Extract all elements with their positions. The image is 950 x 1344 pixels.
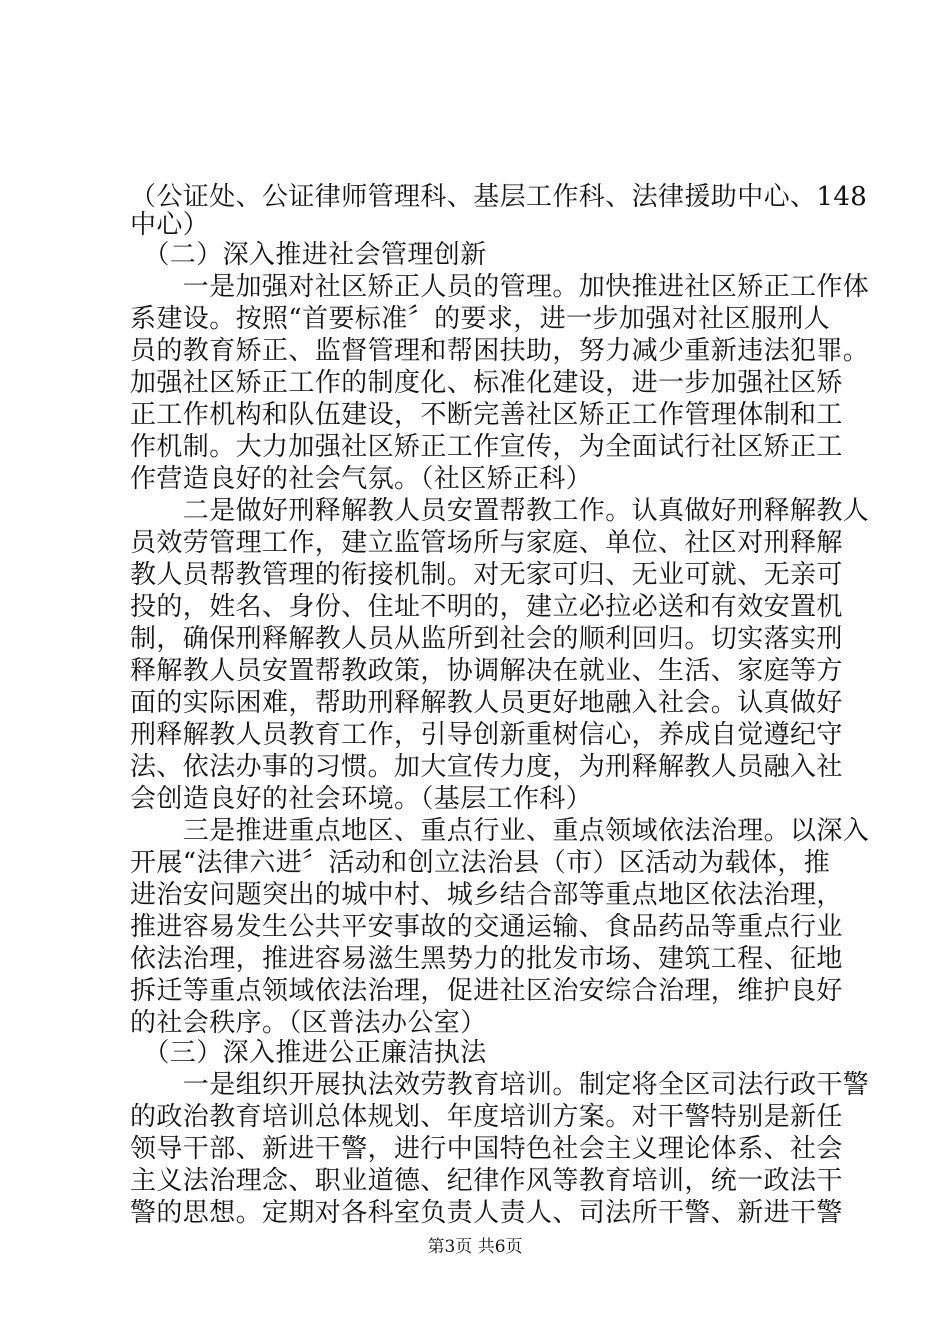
text-line: （公证处、公证律师管理科、基层工作科、法律援助中心、148 (130, 182, 868, 212)
text-line: 加强社区矫正工作的制度化、标准化建设，进一步加强社区矫 (130, 368, 843, 398)
text-line: 作机制。大力加强社区矫正工作宣传，为全面试行社区矫正工 (130, 432, 843, 462)
text-line: 员的教育矫正、监督管理和帮困扶助，努力减少重新违法犯罪。 (130, 336, 870, 366)
text-line: 教人员帮教管理的衔接机制。对无家可归、无业可就、无亲可 (130, 560, 843, 590)
text-line: 投的，姓名、身份、住址不明的，建立必拉必送和有效安置机 (130, 592, 843, 622)
text-line: 的政治教育培训总体规划、年度培训方案。对干警特别是新任 (130, 1102, 843, 1132)
text-line: 开展“法律六进〞活动和创立法治县（市）区活动为载体，推 (130, 848, 831, 878)
section-heading: （二）深入推进社会管理创新 (130, 240, 487, 270)
text-line: 会创造良好的社会环境。（基层工作科） (130, 784, 593, 814)
text-line: 一是加强对社区矫正人员的管理。加快推进社区矫正工作体 (130, 272, 870, 302)
text-line: 一是组织开展执法效劳教育培训。制定将全区司法行政干警 (130, 1070, 870, 1100)
text-line: 释解教人员安置帮教政策，协调解决在就业、生活、家庭等方 (130, 656, 843, 686)
text-line: 中心） (130, 210, 210, 240)
text-line: 作营造良好的社会气氛。（社区矫正科） (130, 464, 593, 494)
text-line: 主义法治理念、职业道德、纪律作风等教育培训，统一政法干 (130, 1166, 843, 1196)
section-heading: （三）深入推进公正廉洁执法 (130, 1038, 487, 1068)
text-line: 员效劳管理工作，建立监管场所与家庭、单位、社区对刑释解 (130, 528, 843, 558)
text-line: 面的实际困难，帮助刑释解教人员更好地融入社会。认真做好 (130, 688, 843, 718)
text-line: 法、依法办事的习惯。加大宣传力度，为刑释解教人员融入社 (130, 752, 843, 782)
text-line: 的社会秩序。（区普法办公室） (130, 1008, 487, 1038)
text-line: 推进容易发生公共平安事故的交通运输、食品药品等重点行业 (130, 912, 843, 942)
text-line: 系建设。按照“首要标准〞的要求，进一步加强对社区服刑人 (130, 304, 831, 334)
text-line: 二是做好刑释解教人员安置帮教工作。认真做好刑释解教人 (130, 496, 870, 526)
page-number-footer: 第3页 共6页 (427, 1237, 523, 1257)
text-line: 拆迁等重点领域依法治理，促进社区治安综合治理，维护良好 (130, 976, 843, 1006)
text-line: 警的思想。定期对各科室负责人责人、司法所干警、新进干警 (130, 1198, 843, 1228)
text-line: 制，确保刑释解教人员从监所到社会的顺利回归。切实落实刑 (130, 624, 843, 654)
text-line: 正工作机构和队伍建设，不断完善社区矫正工作管理体制和工 (130, 400, 843, 430)
text-line: 三是推进重点地区、重点行业、重点领域依法治理。以深入 (130, 816, 870, 846)
text-line: 依法治理，推进容易滋生黑势力的批发市场、建筑工程、征地 (130, 944, 843, 974)
text-line: 领导干部、新进干警，进行中国特色社会主义理论体系、社会 (130, 1134, 843, 1164)
text-line: 刑释解教人员教育工作，引导创新重树信心，养成自觉遵纪守 (130, 720, 843, 750)
text-line: 进治安问题突出的城中村、城乡结合部等重点地区依法治理， (130, 880, 843, 910)
